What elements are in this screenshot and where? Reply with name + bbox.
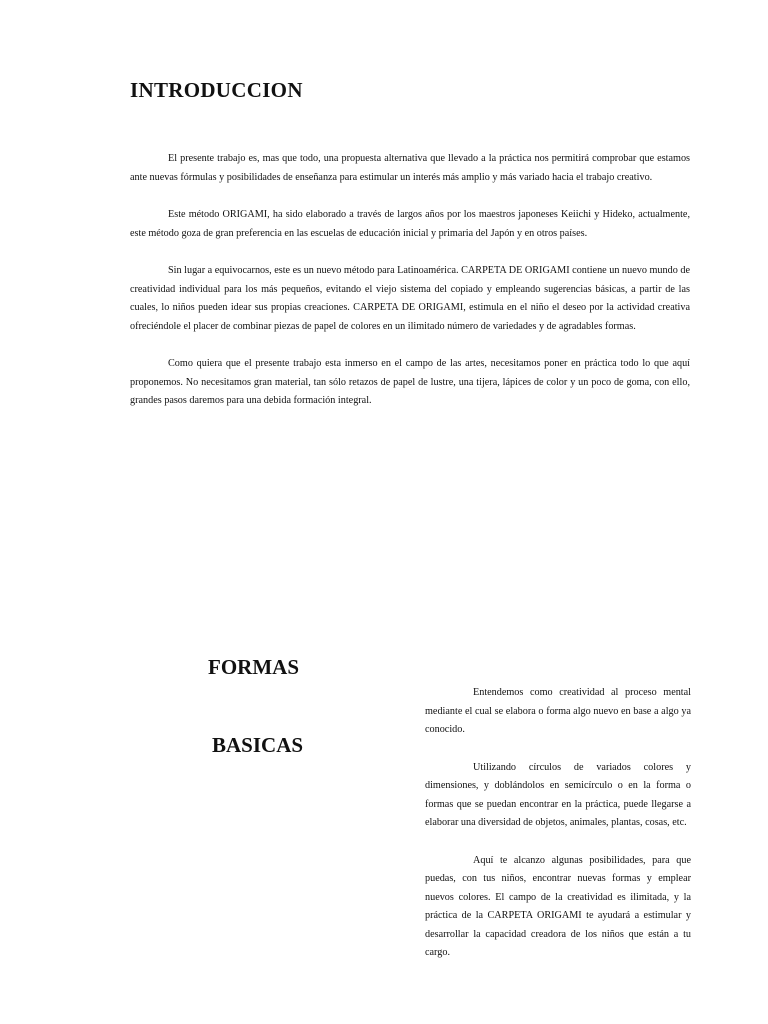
section-heading-basicas: BASICAS xyxy=(212,733,304,757)
intro-paragraph: El presente trabajo es, mas que todo, una propuesta alternativa que llevado a la práctica nos permitirá comprobar que estamos ante nuevas fórmulas y posibilidades de enseñanza para estimular un interés más amplio y más variado hacia el trabajo creativo. xyxy=(130,153,690,183)
intro-paragraph: Sin lugar a equivocarnos, este es un nuevo método para Latinoamérica. CARPETA DE ORIGAMI contiene un nuevo mundo de creatividad individual para los más pequeños, evitando el viejo sistema del copiado y empleando sugerencias básicas, a partir de las cuales, lo niños pueden idear sus propias creaciones. CARPETA DE ORIGAMI, estimula en el niño el deseo por la actividad creativa ofreciéndole el placer de combinar piezas de papel de colores en un ilimitado número de variedades y de agradables formas. xyxy=(130,265,690,332)
formas-paragraph: Entendemos como creatividad al proceso mental mediante el cual se elabora o forma algo nuevo en base a algo ya conocido. xyxy=(425,687,691,735)
section-heading-formas: FORMAS xyxy=(208,655,299,679)
intro-paragraph: Como quiera que el presente trabajo esta inmerso en el campo de las artes, necesitamos poner en práctica todo lo que aquí proponemos. No necesitamos gran material, tan sólo retazos de papel de lustre, una tijera, lápices de color y un poco de goma, con ello, grandes pasos daremos para una debida formación integral. xyxy=(130,358,690,406)
formas-paragraph: Aquí te alcanzo algunas posibilidades, para que puedas, con tus niños, encontrar nuevas formas y emplear nuevos colores. El campo de la creatividad es ilimitada, y la práctica de la CARPETA ORIGAMI te ayudará a estimular y desarrollar la capacidad creadora de los niños que están a tu cargo. xyxy=(425,854,691,958)
formas-section xyxy=(425,684,691,982)
intro-paragraph: Este método ORIGAMI, ha sido elaborado a través de largos años por los maestros japoneses Keiichi y Hideko, actualmente, este método goza de gran preferencia en las escuelas de educación inicial y primaria del Japón y en otros países. xyxy=(130,209,690,239)
page-title: INTRODUCCION xyxy=(130,78,303,102)
intro-section xyxy=(130,150,690,430)
formas-paragraph: Utilizando círculos de variados colores y dimensiones, y doblándolos en semicírculo o en la forma o formas que se puedan encontrar en la práctica, puede llegarse a elaborar una diversidad de objetos, animales, plantas, cosas, etc. xyxy=(425,761,691,828)
